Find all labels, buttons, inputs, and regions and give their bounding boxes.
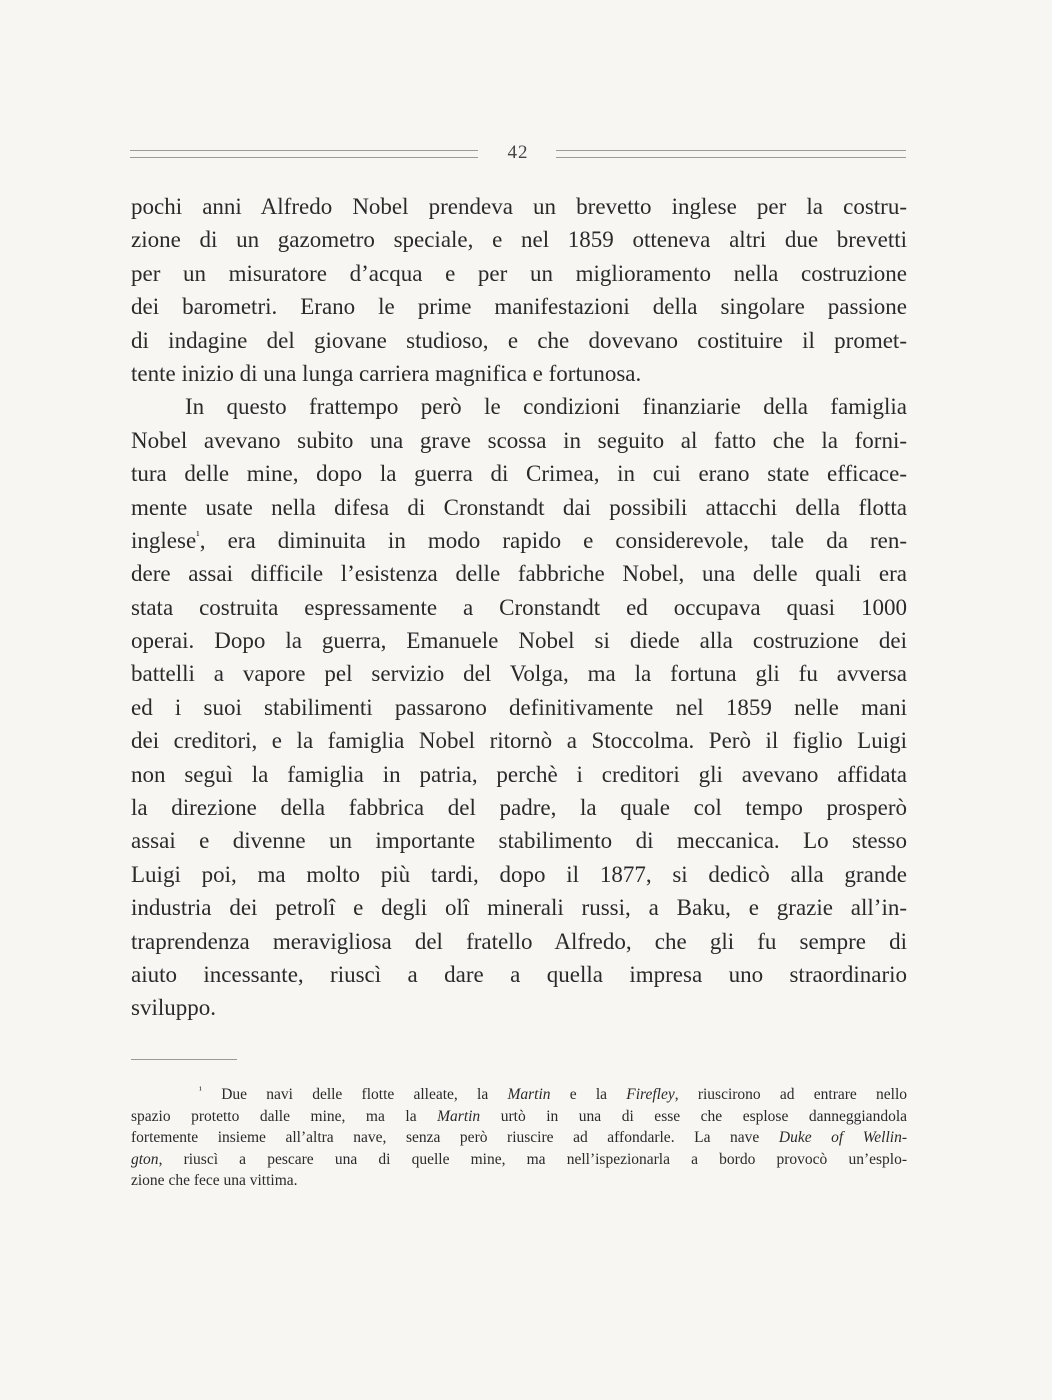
text-line-with-footnote-ref: [131, 524, 907, 557]
text-line: tente inizio di una lunga carriera magnifica e fortunosa.: [131, 360, 642, 386]
text-line: dere assai difficile l’esistenza delle fabbriche Nobel, una delle quali era: [131, 561, 907, 587]
page-header: [130, 142, 906, 168]
page-number: 42: [507, 142, 529, 163]
text-line: sviluppo.: [131, 995, 216, 1021]
ship-name: gton: [131, 1150, 159, 1168]
footnote-line: zione che fece una vittima.: [131, 1172, 298, 1189]
footnote-line: [131, 1106, 907, 1128]
footnote-line: [131, 1149, 907, 1171]
ship-name: Duke of Wellin-: [778, 1129, 907, 1146]
text-line: Luigi poi, ma molto più tardi, dopo il 1877, si dedicò alla grande: [131, 861, 907, 887]
text-line: aiuto incessante, riuscì a dare a quella impresa uno straordinario: [131, 961, 907, 987]
ship-name: Firefley: [626, 1086, 675, 1103]
text-line: pochi anni Alfredo Nobel prendeva un brevetto inglese per la costru-: [131, 194, 907, 219]
footnote-marker: ¹: [199, 1084, 202, 1096]
text-line: tura delle mine, dopo la guerra di Crimea, in cui erano state efficace-: [131, 461, 907, 487]
footnote-fragment: , riuscì a pescare una di quelle mine, ma nell’ispezionarla a bordo provocò un’esplo-: [158, 1150, 907, 1168]
main-text: [131, 190, 907, 1025]
text-line: non seguì la famiglia in patria, perchè i creditori gli avevano affidata: [131, 761, 907, 787]
header-rule-left: [130, 150, 478, 158]
text-line: dei barometri. Erano le prime manifestazioni della singolare passione: [131, 294, 907, 320]
header-rule-right: [556, 150, 906, 158]
ship-name: Martin: [507, 1086, 551, 1103]
text-line: industria dei petrolî e degli olî minerali russi, a Baku, e grazie all’in-: [131, 895, 907, 921]
footnote-fragment: Due navi delle flotte alleate, la: [221, 1086, 508, 1103]
footnote-fragment: , riuscirono ad entrare nello: [674, 1086, 907, 1103]
text-line: la direzione della fabbrica del padre, la quale col tempo prosperò: [131, 795, 907, 821]
text-line: In questo frattempo però le condizioni finanziarie della famiglia: [185, 394, 907, 420]
footnote-fragment: e la: [550, 1086, 627, 1103]
text-line: per un misuratore d’acqua e per un miglioramento nella costruzione: [131, 260, 907, 286]
footnote-fragment: fortemente insieme all’altra nave, senza però riuscire ad affondarle. La nave: [131, 1129, 779, 1146]
footnote-fragment: urtò in una di esse che esplose danneggiandola: [480, 1107, 908, 1125]
footnote-line: [131, 1084, 907, 1106]
text-fragment: inglese: [131, 527, 197, 553]
footnote-line: [131, 1127, 907, 1149]
footnote: [131, 1084, 907, 1192]
text-fragment: , era diminuita in modo rapido e considerevole, tale da ren-: [199, 527, 907, 553]
text-line: battelli a vapore pel servizio del Volga, ma la fortuna gli fu avversa: [131, 661, 907, 687]
text-line: Nobel avevano subito una grave scossa in seguito al fatto che la forni-: [131, 427, 907, 453]
text-line: di indagine del giovane studioso, e che dovevano costituire il promet-: [131, 327, 907, 353]
text-line: operai. Dopo la guerra, Emanuele Nobel si diede alla costruzione dei: [131, 628, 907, 654]
text-line: zione di un gazometro speciale, e nel 1859 otteneva altri due brevetti: [131, 227, 907, 253]
footnote-separator: [131, 1059, 237, 1060]
text-line: traprendenza meravigliosa del fratello Alfredo, che gli fu sempre di: [131, 928, 907, 954]
text-line: assai e divenne un importante stabilimento di meccanica. Lo stesso: [131, 828, 907, 854]
footnote-fragment: spazio protetto dalle mine, ma la: [131, 1107, 438, 1125]
footnote-reference[interactable]: ¹: [196, 528, 200, 543]
text-line: stata costruita espressamente a Cronstandt ed occupava quasi 1000: [131, 594, 907, 620]
text-line: dei creditori, e la famiglia Nobel ritornò a Stoccolma. Però il figlio Luigi: [131, 728, 907, 754]
text-line: mente usate nella difesa di Cronstandt dai possibili attacchi della flotta: [131, 494, 907, 520]
text-line: ed i suoi stabilimenti passarono definitivamente nel 1859 nelle mani: [131, 694, 907, 720]
ship-name: Martin: [437, 1107, 481, 1125]
